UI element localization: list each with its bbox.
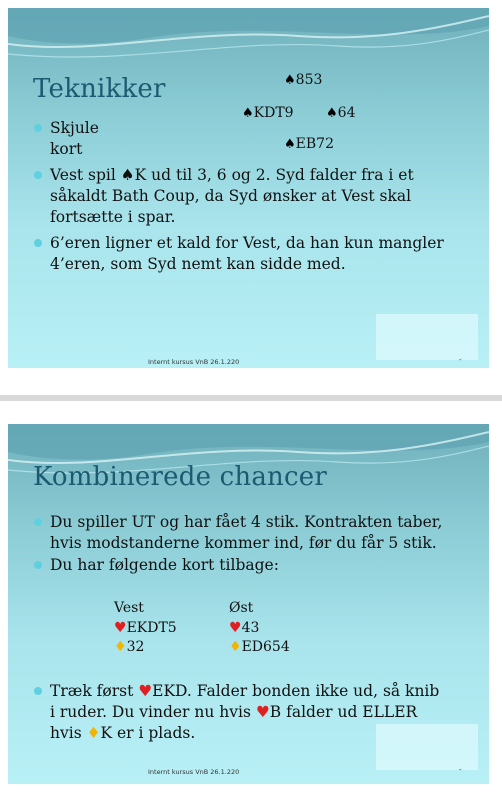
slide-kombinerede-chancer: Kombinerede chancer Du spiller UT og har fået 4 stik. Kontrakten taber, hvis modstanderne kommer ind, før du får 5 stik. Du har følgende kort tilbage: Vest Øst ♥EKDT5 ♥43 ♦32 ♦ED654 Træk først ♥EKD. Falder bonden ikke ud, så knib i ruder. Du vinder nu hvis ♥B falder ud ELLER hvis ♦K er i plads. Internt kursus VnB 26.1.220 - [8, 424, 489, 784]
hand-north: ♠853 [284, 72, 323, 88]
slide-number: - [459, 766, 462, 774]
slide-number: - [459, 356, 462, 364]
spade-icon: ♠ [326, 106, 338, 121]
west-diamonds: ♦32 [114, 639, 145, 655]
slide-divider [0, 395, 502, 401]
heart-icon: ♥ [114, 620, 127, 636]
bullet-icon [34, 124, 42, 132]
diamond-icon: ♦ [114, 639, 127, 655]
bullet-icon [34, 687, 42, 695]
slide-teknikker: Teknikker ♠853 ♠KDT9 ♠64 ♠EB72 Skjule kort Vest spil ♠K ud til 3, 6 og 2. Syd falder fra i et såkaldt Bath Coup, da Syd ønsker at Vest skal fortsætte i spar. 6’eren ligner et kald for Vest, da han kun mangler 4’eren, som Syd nemt kan sidde med. Internt kursus VnB 26.1.220 - [8, 8, 489, 368]
bullet-icon [34, 518, 42, 526]
heart-icon: ♥ [229, 620, 242, 636]
heart-icon: ♥ [138, 682, 153, 700]
bullet-icon [34, 561, 42, 569]
hand-south: ♠EB72 [284, 136, 334, 152]
diamond-icon: ♦ [229, 639, 242, 655]
hand-east: ♠64 [326, 105, 356, 121]
spade-icon: ♠ [242, 106, 254, 121]
glass-panel [376, 724, 478, 770]
slide-title: Kombinerede chancer [33, 462, 327, 492]
bullet-icon [34, 239, 42, 247]
slide-title: Teknikker [33, 74, 166, 104]
west-header: Vest [114, 600, 144, 616]
west-hearts: ♥EKDT5 [114, 620, 177, 636]
wave-decoration [8, 8, 489, 78]
spade-icon: ♠ [284, 73, 296, 88]
east-header: Øst [229, 600, 254, 616]
spade-icon: ♠ [284, 137, 296, 152]
heart-icon: ♥ [255, 703, 270, 721]
slide-footer: Internt kursus VnB 26.1.220 [148, 768, 240, 776]
slide-footer: Internt kursus VnB 26.1.220 [148, 358, 240, 366]
east-diamonds: ♦ED654 [229, 639, 290, 655]
glass-panel [376, 314, 478, 360]
east-hearts: ♥43 [229, 620, 260, 636]
bullet-icon [34, 171, 42, 179]
hand-west: ♠KDT9 [242, 105, 294, 121]
diamond-icon: ♦ [86, 724, 101, 742]
